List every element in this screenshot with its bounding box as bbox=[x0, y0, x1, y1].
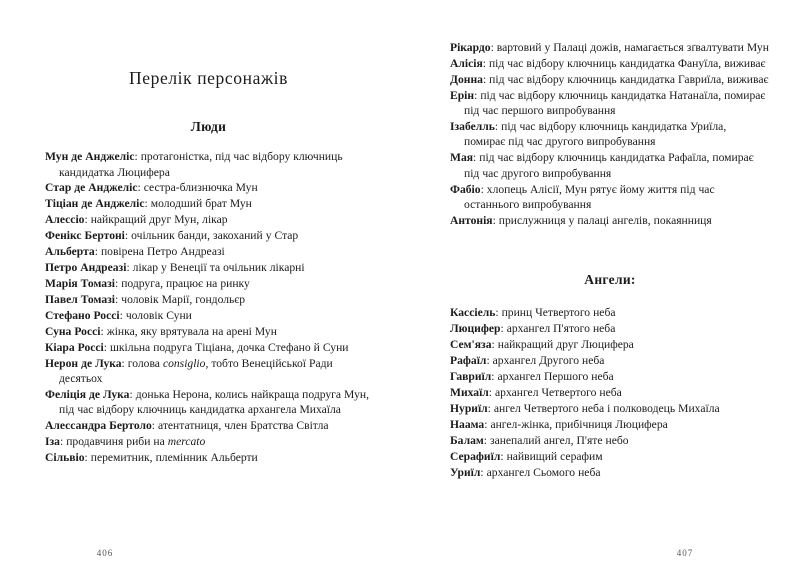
character-name: Антонія bbox=[450, 213, 493, 227]
character-name: Наама bbox=[450, 418, 485, 432]
character-name: Марія Томазі bbox=[45, 277, 115, 291]
character-description-italic-term: mercato bbox=[167, 435, 206, 449]
character-entry bbox=[450, 88, 770, 119]
character-entry bbox=[450, 305, 770, 320]
character-description: : принц Четвертого неба bbox=[495, 306, 616, 320]
character-description: : ангел-жінка, прибічниця Люцифера bbox=[484, 418, 668, 432]
character-description: : найкращий друг Люцифера bbox=[491, 338, 634, 352]
character-entry bbox=[45, 450, 372, 465]
character-entry bbox=[45, 340, 372, 355]
character-name: Кіара Россі bbox=[45, 340, 104, 354]
character-description: : занепалий ангел, П'яте небо bbox=[483, 433, 629, 447]
character-name: Стар де Анджеліс bbox=[45, 181, 138, 195]
character-name: Петро Андреазі bbox=[45, 261, 127, 275]
character-description: : протагоністка, під час відбору ключниць кандидатка Люцифера bbox=[59, 150, 343, 179]
page-title: Перелік персонажів bbox=[129, 68, 288, 88]
section-heading-angels: Ангели: bbox=[584, 272, 636, 288]
character-description-italic-term: consiglio bbox=[162, 356, 206, 370]
character-description: : сестра-близнючка Мун bbox=[137, 181, 258, 195]
character-name: Тіціан де Анджеліс bbox=[45, 197, 145, 211]
character-description: : лікар у Венеції та очільник лікарні bbox=[126, 261, 305, 275]
character-name: Суна Россі bbox=[45, 324, 101, 338]
character-name: Мая bbox=[450, 151, 474, 165]
character-entry bbox=[45, 260, 372, 275]
character-entry bbox=[450, 119, 770, 150]
character-name: Стефано Россі bbox=[45, 308, 120, 322]
character-entry bbox=[45, 196, 372, 211]
character-name: Люцифер bbox=[450, 322, 501, 336]
character-list-angels bbox=[450, 305, 770, 480]
character-entry bbox=[450, 465, 770, 480]
character-description: : архангел Сьомого неба bbox=[480, 465, 601, 479]
character-description: : архангел Першого неба bbox=[491, 370, 614, 384]
character-description: : архангел П'ятого неба bbox=[500, 322, 616, 336]
character-entry bbox=[450, 72, 770, 87]
character-description: : жінка, яку врятувала на арені Мун bbox=[100, 324, 277, 338]
character-description: : вартовий у Палаці дожів, намагається зґвалтувати Мун bbox=[490, 41, 769, 54]
page-number-left: 406 bbox=[96, 548, 114, 558]
character-entry bbox=[45, 356, 372, 387]
page-number-right: 407 bbox=[676, 548, 694, 558]
page-left-body bbox=[0, 0, 400, 466]
character-entry bbox=[450, 40, 770, 55]
character-entry bbox=[450, 213, 770, 228]
page-right-body bbox=[400, 0, 800, 481]
character-name: Павел Томазі bbox=[45, 293, 116, 307]
character-entry bbox=[450, 417, 770, 432]
character-description: : найвищий серафим bbox=[500, 449, 603, 463]
character-description: : очільник банди, закоханий у Стар bbox=[124, 229, 299, 243]
character-name: Ізабелль bbox=[450, 120, 495, 134]
character-name: Альберта bbox=[45, 245, 95, 259]
character-name: Рікардо bbox=[450, 41, 491, 54]
character-description: : хлопець Алісії, Мун рятує йому життя під час останнього випробування bbox=[464, 182, 715, 211]
character-entry bbox=[450, 321, 770, 336]
character-name: Іза bbox=[45, 435, 60, 449]
character-entry bbox=[450, 56, 770, 71]
character-description-tail: , тобто Венеційської Ради десятьох bbox=[59, 356, 333, 386]
character-description: : під час відбору ключниць кандидатка Гавриїла, виживає bbox=[482, 72, 769, 86]
page-right bbox=[400, 0, 800, 580]
character-description: : найкращий друг Мун, лікар bbox=[84, 213, 228, 227]
character-entry bbox=[45, 276, 372, 291]
character-list-humans bbox=[45, 149, 372, 465]
character-entry bbox=[45, 228, 372, 243]
character-description: : молодший брат Мун bbox=[144, 197, 252, 211]
character-name: Донна bbox=[450, 72, 483, 86]
character-name: Алісія bbox=[450, 56, 483, 70]
character-name: Нерон де Лука bbox=[45, 356, 122, 370]
character-name: Нуриїл bbox=[450, 402, 488, 416]
character-name: Серафиїл bbox=[450, 449, 501, 463]
character-description: : чоловік Марії, гондольєр bbox=[115, 293, 246, 307]
character-description: : подруга, працює на ринку bbox=[114, 277, 250, 291]
character-entry bbox=[45, 418, 372, 433]
character-name: Фабіо bbox=[450, 182, 481, 196]
character-entry bbox=[450, 401, 770, 416]
character-entry bbox=[450, 385, 770, 400]
character-name: Уриїл bbox=[450, 465, 481, 479]
character-entry bbox=[450, 433, 770, 448]
character-name: Рафаїл bbox=[450, 354, 487, 368]
character-name: Сем'яза bbox=[450, 338, 492, 352]
character-name: Феліція де Лука bbox=[45, 388, 130, 402]
character-description: : повірена Петро Андреазі bbox=[94, 245, 225, 259]
character-name: Балам bbox=[450, 433, 484, 447]
character-entry bbox=[450, 353, 770, 368]
character-entry bbox=[450, 182, 770, 213]
section-heading-humans: Люди bbox=[190, 119, 227, 134]
character-name: Мун де Анджеліс bbox=[45, 150, 135, 164]
character-description: : під час відбору ключниць кандидатка Уриїла, помирає під час другого випробування bbox=[464, 120, 727, 149]
character-entry bbox=[45, 244, 372, 259]
character-description: : прислужниця у палаці ангелів, покаянниця bbox=[492, 213, 712, 227]
character-entry bbox=[45, 180, 372, 195]
character-description: : чоловік Суни bbox=[119, 308, 192, 322]
character-name: Алессандра Бертоло bbox=[45, 419, 152, 433]
character-description: : продавчиня риби на bbox=[59, 435, 168, 449]
character-entry bbox=[450, 369, 770, 384]
character-description: : перемитник, племінник Альберти bbox=[84, 451, 258, 465]
character-entry bbox=[45, 149, 372, 180]
character-entry bbox=[45, 324, 372, 339]
character-name: Гавриїл bbox=[450, 370, 492, 384]
character-name: Михаїл bbox=[450, 386, 489, 400]
character-entry bbox=[45, 292, 372, 307]
character-entry bbox=[450, 337, 770, 352]
character-description: : під час відбору ключниць кандидатка Фануїла, виживає bbox=[482, 56, 766, 70]
character-description: : атентатниця, член Братства Світла bbox=[151, 419, 329, 433]
character-entry bbox=[45, 387, 372, 418]
character-description: : архангел Другого неба bbox=[486, 354, 605, 368]
character-name: Сільвіо bbox=[45, 451, 85, 465]
character-entry bbox=[45, 434, 372, 449]
character-name: Кассіель bbox=[450, 306, 496, 320]
character-name: Фенікс Бертоні bbox=[45, 229, 125, 243]
character-entry bbox=[45, 308, 372, 323]
character-description: : ангел Четвертого неба і полководець Михаїла bbox=[487, 402, 720, 416]
character-description: : під час відбору ключниць кандидатка Натанаїла, помирає під час першого випробування bbox=[464, 88, 766, 118]
character-entry bbox=[450, 150, 770, 181]
character-description: : під час відбору ключниць кандидатка Рафаїла, помирає під час другого випробування bbox=[464, 151, 754, 180]
character-description: : голова bbox=[121, 356, 163, 370]
character-list-humans-continued bbox=[450, 40, 770, 228]
character-entry bbox=[45, 212, 372, 227]
character-description: : донька Нерона, колись найкраща подруга Мун, під час відбору ключниць кандидатка архангела Михаїла bbox=[59, 388, 369, 417]
character-name: Алессіо bbox=[45, 213, 85, 227]
character-description: : шкільна подруга Тіціана, дочка Стефано й Суни bbox=[103, 340, 349, 354]
character-description: : архангел Четвертого неба bbox=[488, 386, 622, 400]
character-name: Ерін bbox=[450, 88, 475, 102]
character-entry bbox=[450, 449, 770, 464]
